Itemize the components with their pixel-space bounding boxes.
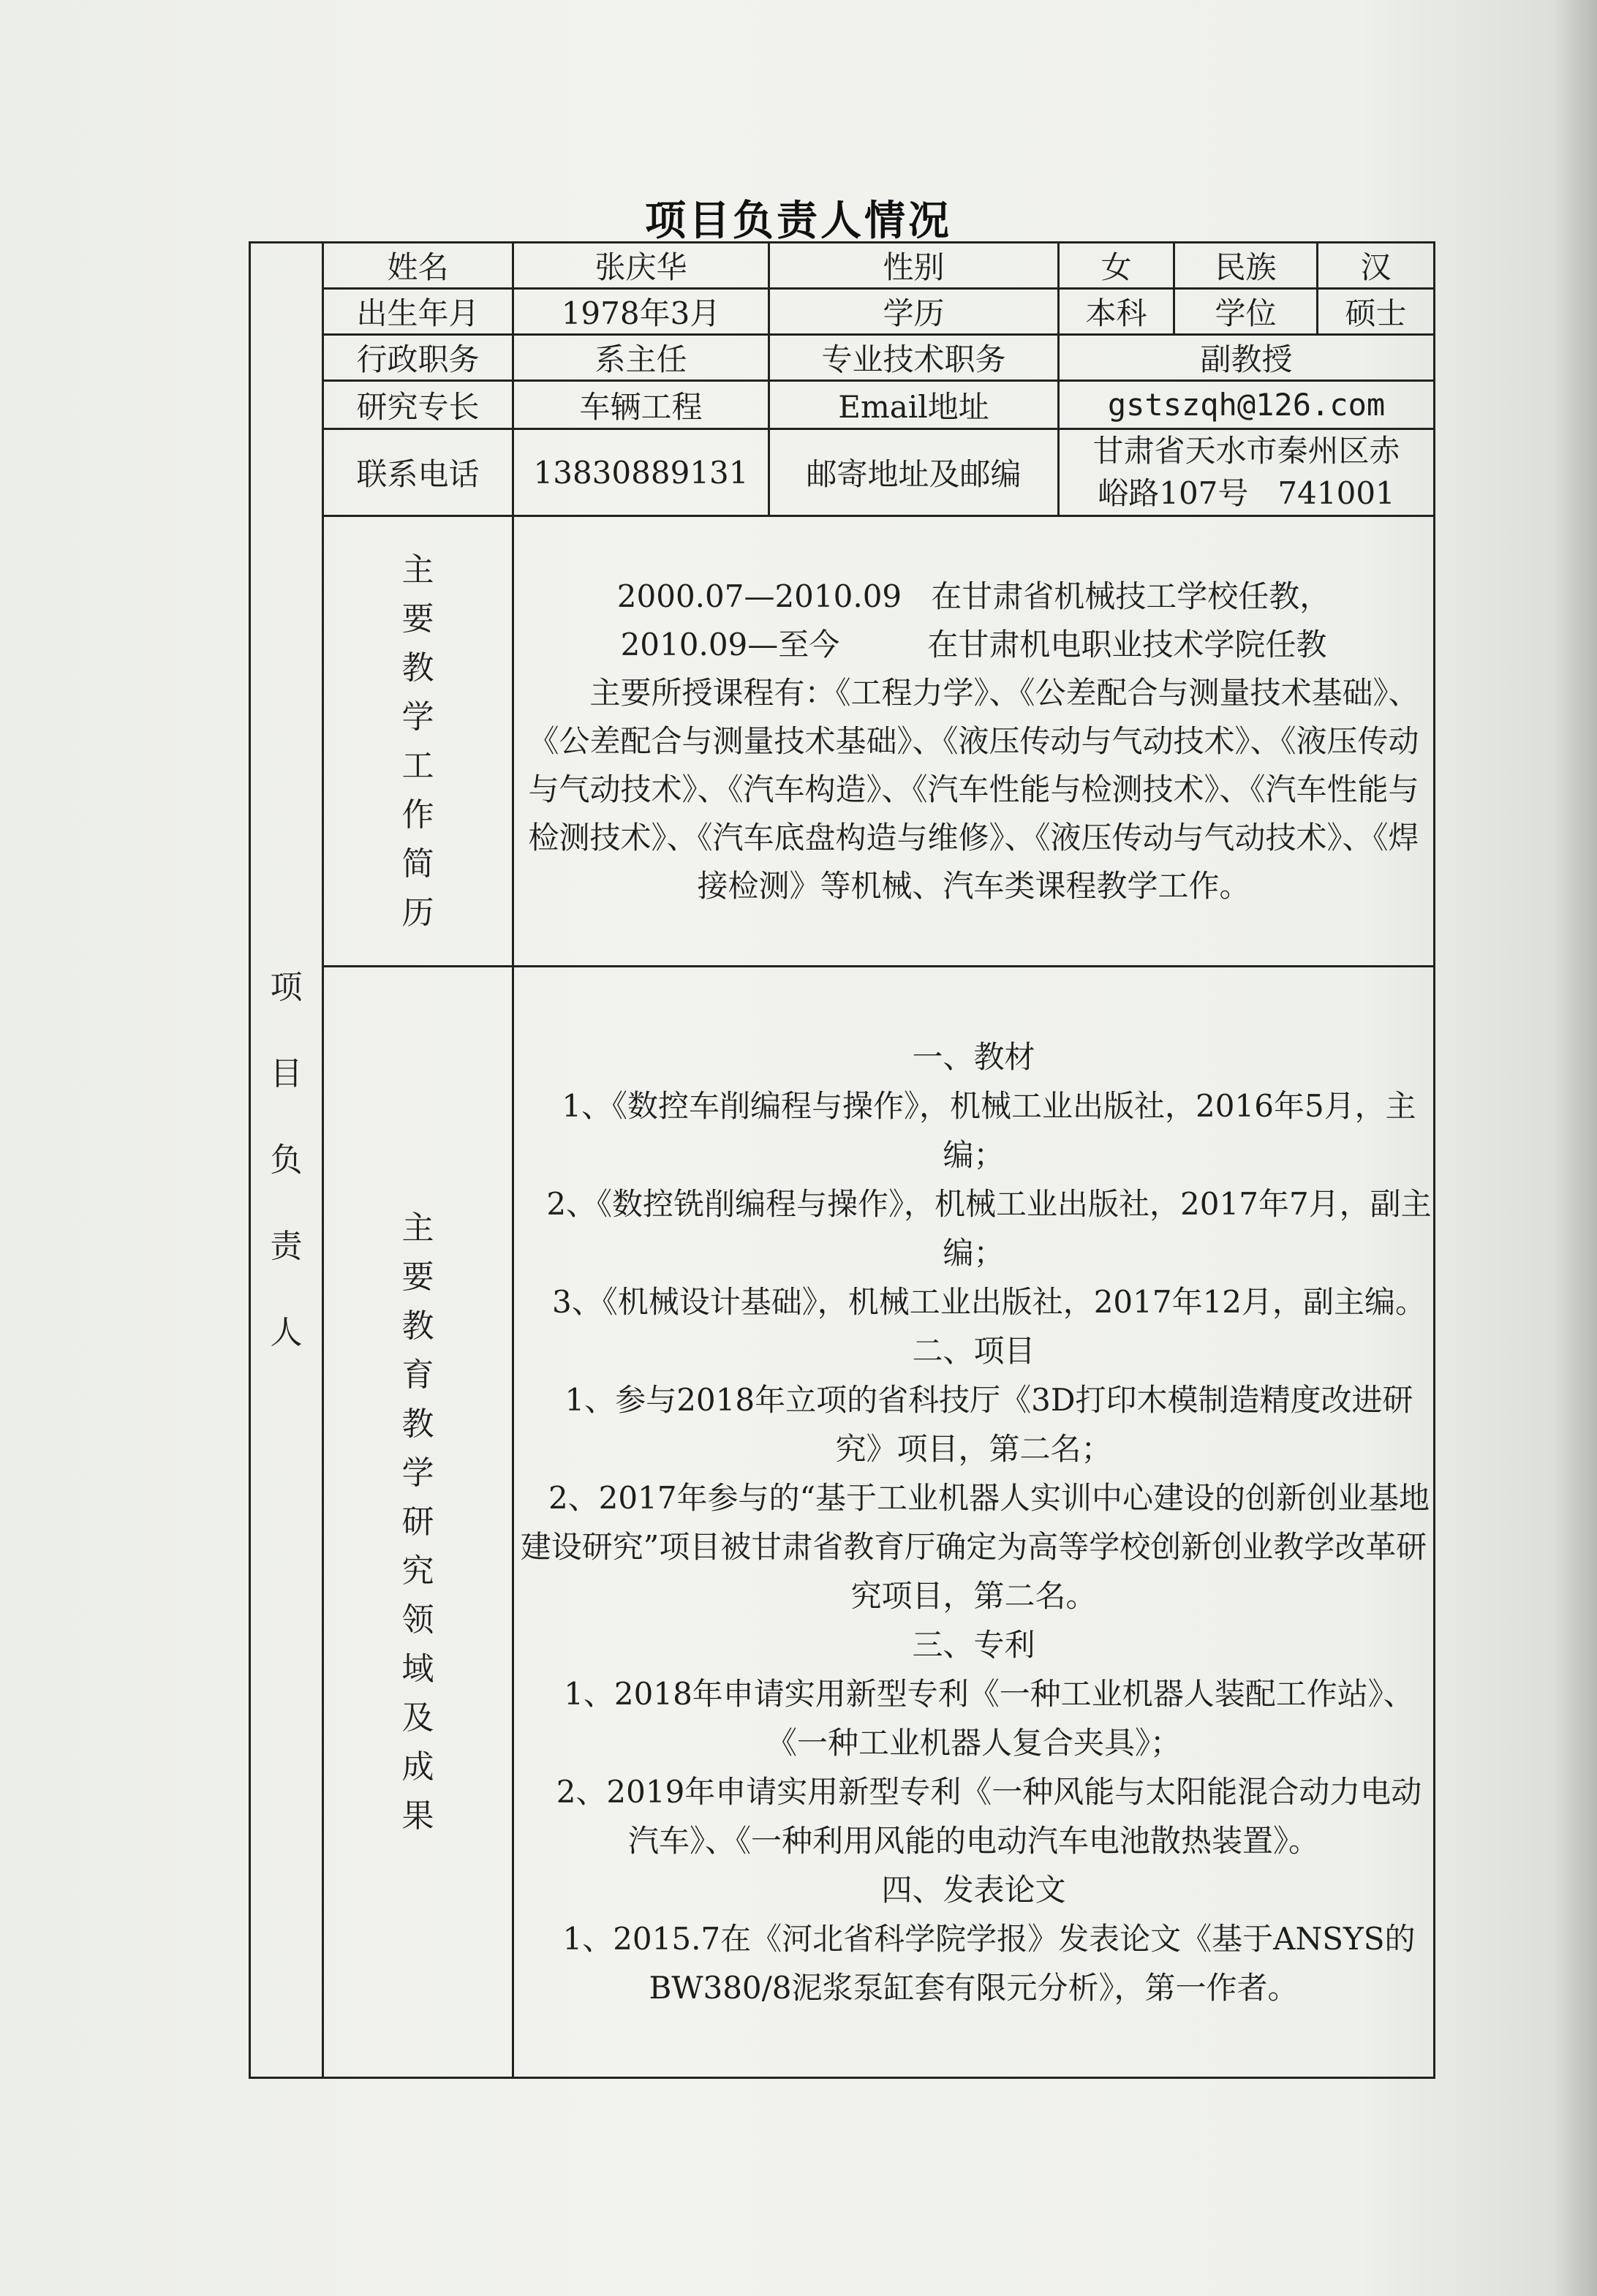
research-label-char: 成 (401, 1748, 434, 1786)
outer-label (251, 945, 322, 1376)
research-achievements-content (513, 967, 1435, 2078)
address-line-2: 峪路107号 741001 (1098, 475, 1395, 511)
textbooks-heading: 一、教材 (912, 1038, 1035, 1075)
degree-label: 学位 (1174, 289, 1318, 335)
professional-title-value: 副教授 (1059, 335, 1435, 381)
research-label-cell (323, 967, 513, 2078)
patent-item: 2、2019年申请实用新型专利《一种风能与太阳能混合动力电动汽车》、《一种利用风能的电动汽车电池散热装置》。 (556, 1773, 1422, 1859)
textbook-item: 2、《数控铣削编程与操作》，机械工业出版社，2017年7月，副主编； (546, 1185, 1432, 1271)
outer-label-cell (250, 243, 323, 2078)
gender-label: 性别 (769, 243, 1059, 289)
research-label-char: 究 (401, 1552, 434, 1590)
degree-value: 硕士 (1318, 289, 1435, 335)
research-label-char: 及 (401, 1699, 434, 1737)
professional-title-label: 专业技术职务 (769, 335, 1059, 381)
research-label-char: 研 (401, 1503, 434, 1541)
work-line-1: 2000.07—2010.09 在甘肃省机械技工学校任教， (616, 578, 1331, 614)
work-line-2: 2010.09—至今 在甘肃机电职业技术学院任教 (620, 626, 1327, 662)
phone-value: 13830889131 (513, 429, 769, 516)
page-edge-shadow (1553, 0, 1597, 2296)
work-label-char: 主 (401, 551, 434, 589)
name-label: 姓名 (323, 243, 513, 289)
patent-item: 1、2018年申请实用新型专利《一种工业机器人装配工作站》、《一种工业机器人复合夹具》； (564, 1675, 1414, 1761)
work-label-char: 工 (401, 747, 434, 785)
research-label-char: 域 (401, 1650, 434, 1688)
research-label-char: 教 (401, 1405, 434, 1443)
research-specialty-label: 研究专长 (323, 381, 513, 429)
project-item: 2、2017年参与的“基于工业机器人实训中心建设的创新创业基地建设研究”项目被甘肃省教育厅确定为高等学校创新创业教学改革研究项目，第二名。 (520, 1479, 1430, 1614)
work-label-char: 要 (401, 600, 434, 638)
work-label-char: 历 (401, 894, 434, 932)
education-value: 本科 (1059, 289, 1174, 335)
birth-label: 出生年月 (323, 289, 513, 335)
project-item: 1、参与2018年立项的省科技厅《3D打印木模制造精度改进研究》项目，第二名； (565, 1381, 1413, 1467)
outer-label-char: 责 (270, 1227, 303, 1265)
patents-heading: 三、专利 (912, 1626, 1035, 1663)
outer-label-char: 项 (270, 968, 303, 1006)
outer-label-char: 负 (270, 1141, 303, 1179)
email-label: Email地址 (769, 381, 1059, 429)
admin-position-value: 系主任 (513, 335, 769, 381)
research-specialty-value: 车辆工程 (513, 381, 769, 429)
research-label-char: 育 (401, 1356, 434, 1394)
leader-info-table (249, 241, 1435, 2079)
research-label-char: 主 (401, 1209, 434, 1247)
textbook-item: 3、《机械设计基础》，机械工业出版社，2017年12月，副主编。 (551, 1283, 1427, 1320)
work-history-content (513, 516, 1435, 967)
work-label-char: 教 (401, 649, 434, 687)
work-history-label-cell (323, 516, 513, 967)
courses-paragraph: 主要所授课程有：《工程力学》、《公差配合与测量技术基础》、《公差配合与测量技术基础》、《液压传动与气动技术》、《液压传动与气动技术》、《汽车构造》、《汽车性能与检测技术》、《汽车性能与检测技术》、《汽车底盘构造与维修》、《液压传动与气动技术》、《焊接检测》等机械、汽车类课程教学工作。 (528, 674, 1419, 904)
gender-value: 女 (1059, 243, 1174, 289)
admin-position-label: 行政职务 (323, 335, 513, 381)
research-label-char: 教 (401, 1307, 434, 1345)
papers-heading: 四、发表论文 (881, 1871, 1066, 1908)
textbook-item: 1、《数控车削编程与操作》，机械工业出版社，2016年5月，主编； (562, 1087, 1416, 1173)
work-label-char: 作 (401, 796, 434, 834)
education-label: 学历 (769, 289, 1059, 335)
phone-label: 联系电话 (323, 429, 513, 516)
outer-label-char: 目 (270, 1054, 303, 1092)
ethnicity-label: 民族 (1174, 243, 1318, 289)
research-label-char: 领 (401, 1601, 434, 1639)
outer-label-char: 人 (270, 1313, 303, 1351)
birth-value: 1978年3月 (513, 289, 769, 335)
paper-item: 1、2015.7在《河北省科学院学报》发表论文《基于ANSYS的BW380/8泥浆泵缸套有限元分析》，第一作者。 (562, 1920, 1416, 2006)
research-label-char: 果 (401, 1797, 434, 1835)
work-history-label (324, 545, 512, 937)
address-line-1: 甘肃省天水市秦州区赤 (1092, 433, 1400, 469)
ethnicity-value: 汉 (1318, 243, 1435, 289)
research-achievements-label (324, 1204, 512, 1840)
page-title: 项目负责人情况 (645, 197, 952, 245)
work-label-char: 简 (401, 845, 434, 883)
address-value (1059, 429, 1435, 516)
email-value: gstszqh@126.com (1059, 381, 1435, 429)
research-label-char: 学 (401, 1454, 434, 1492)
address-label: 邮寄地址及邮编 (769, 429, 1059, 516)
research-label-char: 要 (401, 1258, 434, 1296)
work-label-char: 学 (401, 698, 434, 736)
projects-heading: 二、项目 (912, 1332, 1035, 1369)
name-value: 张庆华 (513, 243, 769, 289)
